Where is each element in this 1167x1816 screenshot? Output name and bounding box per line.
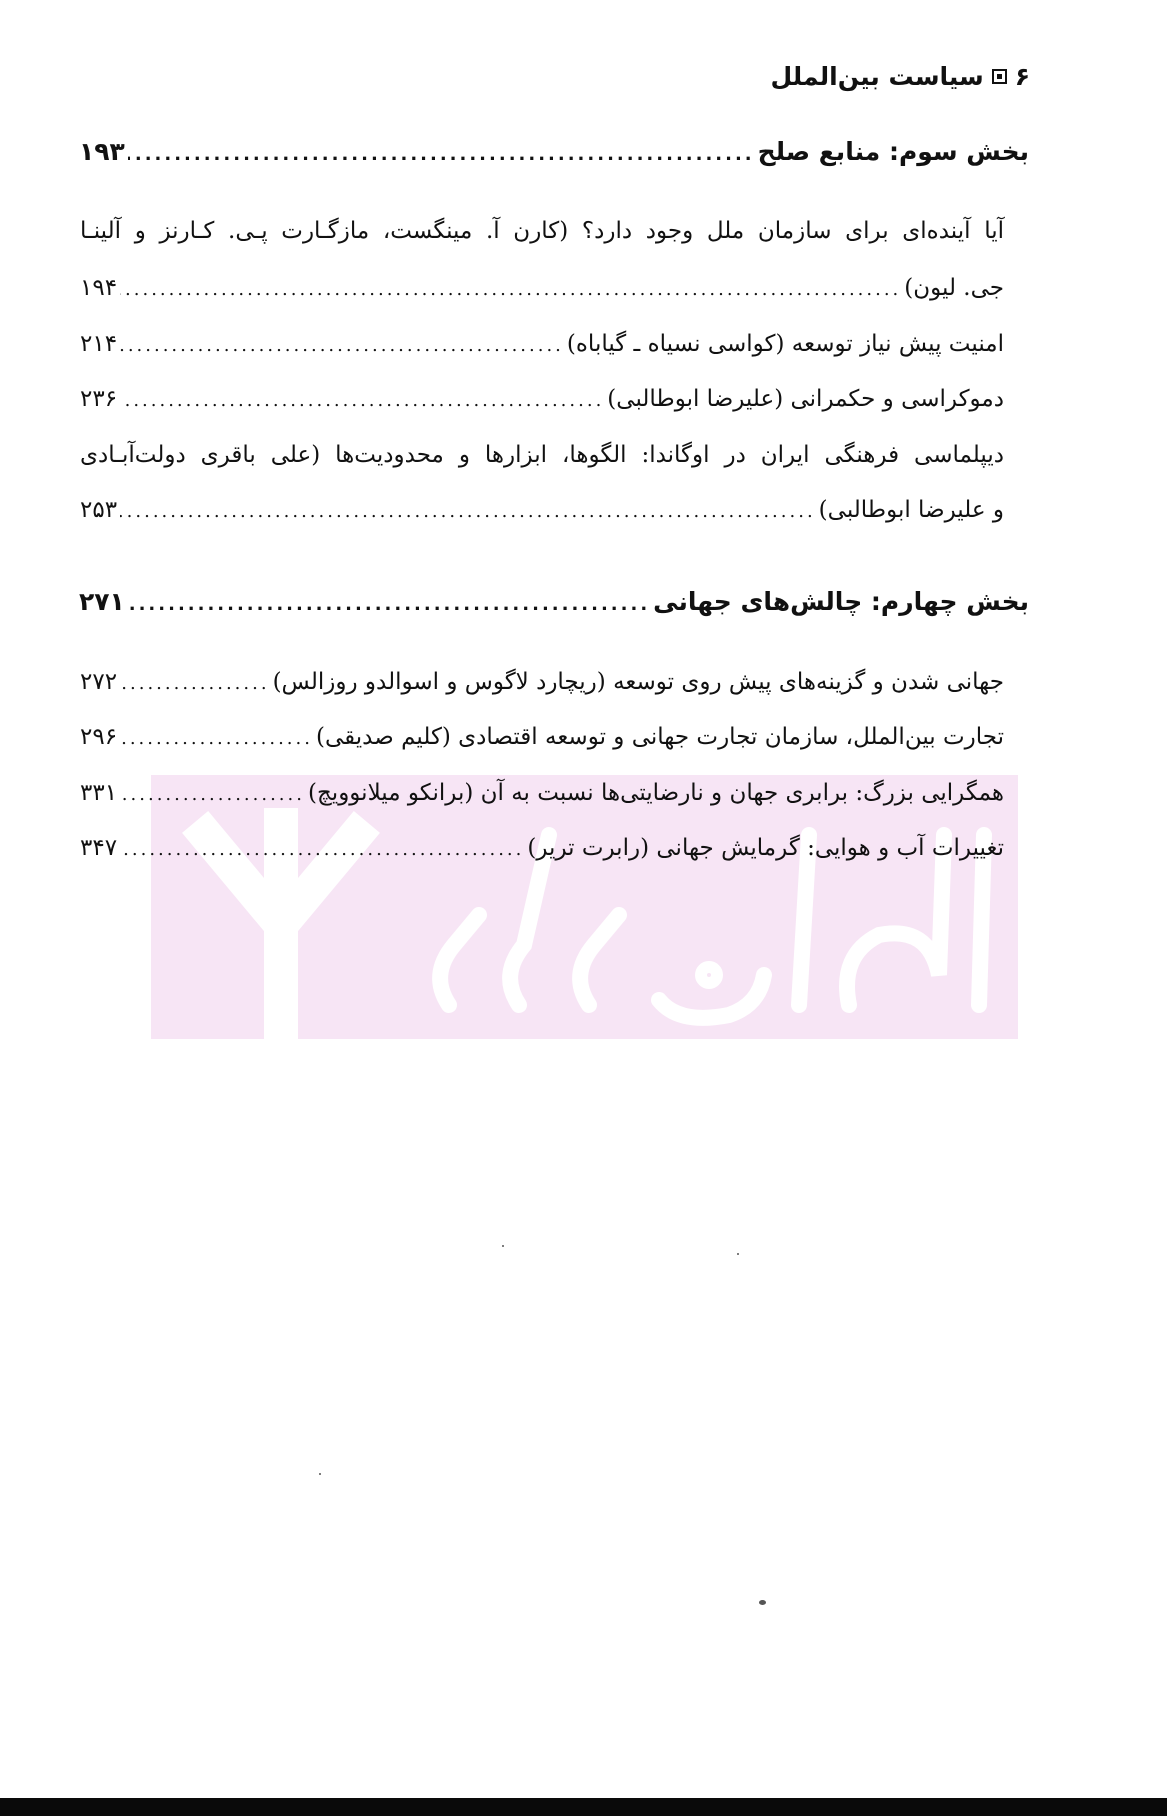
section-heading: بخش چهارم: چالش‌های جهانی ..... ۲۷۱	[79, 587, 1029, 616]
toc-entry: تجارت بین‌الملل، سازمان تجارت جهانی و توسعه اقتصادی (کلیم صدیقی) ..... ۲۹۶	[80, 724, 1004, 750]
section-heading: بخش سوم: منابع صلح ..... ۱۹۳	[79, 137, 1029, 166]
toc-entry: جی. لیون) ..... ۱۹۴	[80, 275, 1004, 301]
page-number: ۲۳۶	[80, 386, 118, 412]
scan-speck	[737, 1253, 739, 1255]
page-number: ۲۵۳	[80, 497, 118, 523]
toc-entry: امنیت پیش نیاز توسعه (کواسی نسیاه ـ گیاباه) ..... ۲۱۴	[80, 331, 1004, 357]
toc-entry: تغییرات آب و هوایی: گرمایش جهانی (رابرت تریر) ..... ۳۴۷	[80, 835, 1004, 861]
page-number: ۱۹۳	[79, 137, 125, 166]
page-number: ۲۱۴	[80, 331, 118, 357]
header-book-title: سیاست بین‌الملل	[770, 62, 984, 91]
page-number: ۱۹۴	[80, 275, 118, 301]
page-number: ۲۷۲	[80, 669, 118, 695]
toc-entry-line: آیا آینده‌ای برای سازمان ملل وجود دارد؟ (کارن آ. مینگست، مازگـارت پـی. کـارنز و آلینـا	[80, 218, 1004, 244]
scan-bottom-edge	[0, 1798, 1167, 1816]
square-bullet-icon	[992, 69, 1007, 84]
header-page-number: ۶	[1014, 62, 1030, 91]
page-number: ۳۳۱	[80, 780, 118, 806]
scan-speck	[319, 1473, 321, 1475]
watermark-logo-lettering	[409, 775, 1018, 1039]
scan-speck	[502, 1245, 504, 1247]
toc-entry-line: دیپلماسی فرهنگی ایران در اوگاندا: الگوها، ابزارها و محدودیت‌ها (علی باقری دولت‌آبـادی	[80, 442, 1004, 468]
toc-entry: همگرایی بزرگ: برابری جهان و نارضایتی‌ها نسبت به آن (برانکو میلانوویچ) ..... ۳۳۱	[80, 780, 1004, 806]
page-number: ۲۹۶	[80, 724, 118, 750]
scan-speck	[759, 1600, 766, 1605]
watermark-logo-icon	[151, 775, 409, 1039]
page-number: ۳۴۷	[80, 835, 118, 861]
page-number: ۲۷۱	[79, 587, 125, 616]
toc-entry: جهانی شدن و گزینه‌های پیش روی توسعه (ریچارد لاگوس و اسوالدو روزالس) ..... ۲۷۲	[80, 669, 1004, 695]
toc-entry: و علیرضا ابوطالبی) ..... ۲۵۳	[80, 497, 1004, 523]
running-header	[770, 62, 1030, 91]
toc-entry: دموکراسی و حکمرانی (علیرضا ابوطالبی) ..... ۲۳۶	[80, 386, 1004, 412]
